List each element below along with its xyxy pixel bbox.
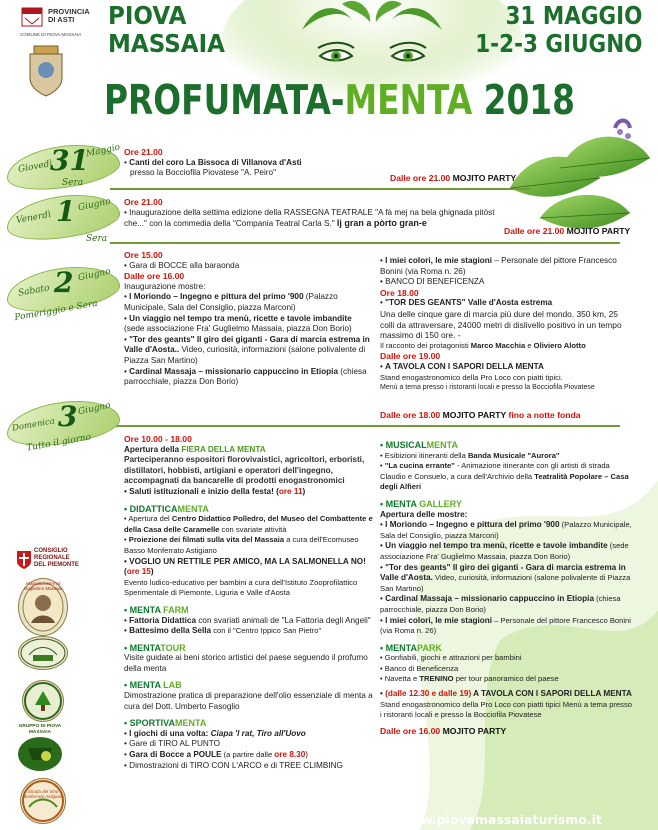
massaia-text: Associazione Fra' Guglielmo Massaia	[23, 581, 63, 591]
sabato-mostra-4: • Cardinal Massaja – missionario cappuccino in Etiopia (chiesa parrocchiale, piazza Don Borio)	[124, 366, 367, 387]
mentalab-heading: • MENTA LAB	[124, 680, 182, 691]
alpini-icon	[14, 734, 66, 774]
sabato-tavola-menu: Menù a tema presso i ristoranti locali e presso la Bocciofila Piovatese	[380, 384, 595, 392]
gallery-1: • I Moriondo – Ingegno e pittura del primo '900 (Palazzo Municipale, Sala del Consiglio, piazza Marconi)	[380, 520, 632, 540]
sabato-month: Giugno	[77, 266, 112, 284]
giovedi-program	[124, 147, 384, 179]
gallery-4: • Cardinal Massaja – missionario cappuccino in Etiopia (chiesa parrocchiale, piazza Don Borio)	[380, 594, 621, 614]
giovedi-word: Giovedì	[17, 159, 54, 175]
tavola-heading: • (dalle 12.30 e dalle 19) A TAVOLA CON I SAPORI DELLA MENTA	[380, 689, 632, 699]
title-year: 2018	[472, 76, 575, 124]
tavola-desc: Stand enogastronomico della Pro Loco con piatti tipici Menù a tema presso i ristoranti locali e presso la Bocciofila Piovatese	[380, 699, 633, 720]
event-dates: 31 MAGGIO 1-2-3 GIUGNO	[474, 1, 642, 58]
music-1: • Esibizioni itineranti della Banda Musicale "Aurora"	[380, 450, 560, 460]
sabato-inaug: Inaugurazione mostre:	[124, 281, 206, 291]
venerdi-mojito: Dalle ore 21.00 MOJITO PARTY	[504, 226, 631, 236]
gruppo-logo	[14, 724, 66, 772]
farm-2: • Battesimo della Sella con il "Centro Ippico San Pietro"	[124, 626, 322, 636]
grapes-icon	[21, 779, 65, 823]
venerdi-month: Giugno	[77, 196, 112, 214]
sabato-right-program	[380, 256, 632, 394]
giovedi-part: Sera	[62, 178, 84, 188]
event-title	[104, 78, 575, 122]
massaia-logo	[18, 578, 68, 636]
sabato-left-program	[124, 250, 372, 388]
gallery-2: • Un viaggio nel tempo tra menù, ricette e tavole imbandite (sede associazione Fra' Guglielmo Massaia, piazza Don Borio)	[380, 541, 629, 561]
website-link[interactable]: www.piovamassaiaturismo.it	[398, 812, 602, 827]
sabato-mostra-3: • "Tor des geants" Il giro dei giganti - Gara di marcia estrema in Valle d'Aosta.. Video, curiosità, informazioni (salone polivalente di Piazza San Martino)	[124, 334, 370, 365]
comune-text: COMUNE DI PIOVA MASSAIA	[20, 32, 82, 37]
sabato-number: 2	[54, 266, 74, 299]
domenica-word: Domenica	[11, 416, 56, 434]
domenica-number: 3	[58, 400, 78, 433]
sabato-tor-desc: Una delle cinque gare di marcia più dure del mondo. 350 km, 25 colli da attraversare, 24000 metri di dislivello positivo in un tempo massimo di 150 ore. -	[380, 308, 622, 341]
giovedi-line1: • Canti del coro La Bissoca di Villanova d'Asti	[124, 157, 302, 167]
music-2: • "La cucina errante" - Animazione itinerante con gli artisti di strada Claudio e Consuelo, a cura dell'Archivio della Teatralità Popolare – Casa degli Alfieri	[380, 461, 629, 492]
sabato-bonini: • I miei colori, le mie stagioni – Personale del pittore Francesco Bonini (via Roma n. 26)	[380, 256, 617, 276]
sportivamenta-heading: • SPORTIVAMENTA	[124, 718, 207, 729]
venerdi-number: 1	[56, 195, 76, 228]
giovedi-number: 31	[50, 144, 89, 177]
sabato-tavola-stand: Stand enogastronomico della Pro Loco con piatti tipici.	[380, 372, 563, 382]
title-menta: MENTA	[344, 76, 473, 124]
mentatour-heading: • MENTATOUR	[124, 642, 186, 653]
sabato-banco: • BANCO DI BENEFICENZA	[380, 277, 485, 287]
didattica-3-desc: Evento ludico-educativo per bambini a cura dell'Istituto Zooprofilattico Sperimentale di Piemonte, Liguria e Valle d'Aosta	[124, 577, 358, 598]
provincia-logo	[20, 6, 46, 28]
sabato-tavola: • A TAVOLA CON I SAPORI DELLA MENTA	[380, 361, 544, 371]
musicalmenta-heading: • MUSICALMENTA	[380, 440, 458, 450]
mint-face-illustration	[282, 0, 462, 78]
venerdi-line1: • Inaugurazione della settima edizione della RASSEGNA TEATRALE "A fà mej na bela ghignada pitòst	[124, 207, 495, 217]
giovedi-time: Ore 21.00	[124, 147, 163, 157]
gallery-5: • I miei colori, le mie stagioni – Personale del pittore Francesco Bonini (via Roma n. 26)	[380, 615, 631, 636]
domenica-right-program	[380, 440, 632, 736]
crest-icon	[26, 44, 66, 98]
mentafarm-heading: • MENTA FARM	[124, 604, 189, 615]
tour-desc: Visite guidate ai beni storico artistici del paese seguendo il profumo della menta	[124, 653, 368, 673]
venerdi-program	[124, 197, 544, 230]
sport-3: • Gara di Bocce a POULE (a partire dalle ore 8.30)	[124, 750, 308, 760]
regione-shield-icon	[16, 550, 32, 570]
mentapark-heading: • MENTAPARK	[380, 642, 442, 653]
saluti-line: • Saluti istituzionali e inizio della festa! (ore 11)	[124, 486, 306, 496]
domenica-time: Ore 10.00 - 18.00	[124, 434, 192, 444]
giovedi-month: Maggio	[85, 142, 122, 160]
sabato-part: Pomeriggio e Sera	[13, 298, 99, 324]
domenica-part: Tutto il giorno	[25, 432, 92, 454]
provincia-text: PROVINCIA DI ASTI	[48, 7, 90, 24]
lab-desc: Dimostrazione pratica di preparazione dell'olio essenziale di menta a cura del Dott. Umberto Fasoglio	[124, 691, 373, 711]
domenica-month: Giugno	[77, 400, 112, 418]
regione-logo	[16, 548, 86, 572]
didatticamenta-heading: • DIDATTICAMENTA	[124, 503, 209, 514]
sabato-tor-racconto: Il racconto dei protagonisti Marco Macchia e Oliviero Alotto	[380, 340, 586, 350]
giovedi-line2: presso la Bocciofila Piovatese "A. Peiro"	[130, 168, 276, 178]
badge-icon	[19, 637, 67, 669]
sport-4: • Dimostrazioni di TIRO CON L'ARCO e di TREE CLIMBING	[124, 760, 343, 770]
gallery-3: • "Tor des geants" Il giro dei giganti - Gara di marcia estrema in Valle d'Aosta. Video, curiosità, informazioni (salone polivalente di Piazza San Martino)	[380, 562, 631, 593]
town-name: PIOVA MASSAIA	[108, 1, 225, 58]
tree-icon	[23, 681, 63, 721]
didattica-3: • VOGLIO UN RETTILE PER AMICO, MA LA SALMONELLA NO! (ore 15)	[124, 556, 366, 577]
fiera-heading: Apertura della FIERA DELLA MENTA	[124, 444, 266, 454]
farm-1: • Fattoria Didattica con svariati animali de "La Fattoria degli Angeli"	[124, 615, 371, 625]
separator-sabato	[110, 425, 620, 427]
park-2: • Banco di Beneficenza	[380, 663, 459, 673]
venerdi-part: Sera	[86, 234, 108, 244]
park-3: • Navetta e TRENINO per tour panoramico del paese	[380, 674, 559, 684]
strada-text: Strada del Vino Monferrato Astigiano	[22, 789, 64, 799]
domenica-mojito: Dalle ore 16.00 MOJITO PARTY	[380, 725, 507, 736]
sabato-time4: Dalle ore 19.00	[380, 351, 441, 362]
gruppo-text: GRUPPO DI PIOVA MASSAIA	[18, 724, 62, 735]
sabato-mojito: Dalle ore 18.00 MOJITO PARTY fino a notte fonda	[380, 410, 581, 420]
title-profumata: PROFUMATA-	[104, 76, 345, 124]
strada-vino-logo	[20, 778, 66, 824]
didattica-2: • Proiezione dei filmati sulla vita del Massaia a cura dell'Ecomuseo Basso Monferrato Astigiano	[124, 535, 359, 555]
green-circle-logo	[22, 680, 64, 722]
sport-1: • I giochi di una volta: Ciapa 'l rat, Tiro all'Uovo	[124, 728, 306, 738]
domenica-left-program	[124, 434, 374, 771]
regione-text: CONSIGLIO REGIONALE DEL PIEMONTE	[34, 548, 79, 568]
shield-icon	[20, 6, 46, 28]
didattica-1: • Apertura del Centro Didattico Polledro, del Museo del Combattente e della Casa delle Caramelle con svariate attività	[124, 514, 373, 534]
proloco-logo	[18, 636, 68, 670]
sabato-time3: Ore 18.00	[380, 287, 419, 298]
park-1: • Gonfiabili, giochi e attrazioni per bambini	[380, 653, 522, 663]
separator-giovedi	[110, 188, 530, 190]
sabato-mostra-1: • I Moriondo – Ingegno e pittura del primo '900 (Palazzo Municipale, Sala del Consiglio, piazza Marconi)	[124, 292, 338, 312]
sabato-time1: Ore 15.00	[124, 250, 163, 260]
venerdi-line2: che..." con la commedia della "Compania Teatral Carla S." Ij gran a pòrto gran-e	[124, 218, 427, 229]
comune-crest	[26, 44, 66, 98]
sabato-word: Sabato	[17, 283, 51, 299]
mentagallery-heading: • MENTA GALLERY	[380, 498, 462, 509]
giovedi-mojito: Dalle ore 21.00 MOJITO PARTY	[390, 173, 517, 183]
venerdi-time: Ore 21.00	[124, 197, 163, 207]
sport-2: • Gare di TIRO AL PUNTO	[124, 739, 221, 749]
separator-venerdi	[110, 242, 620, 244]
gallery-heading-sub: Apertura delle mostre:	[380, 509, 468, 519]
fiera-text: Parteciperanno espositori florovivaistici, agricoltori, erboristi, distillatori, hobbisti, artigiani e operatori dell'ingegno, accompagnati da bancarelle di prodotti enogastronomici	[124, 455, 365, 486]
venerdi-word: Venerdì	[15, 210, 52, 226]
sabato-mostra-2: • Un viaggio nel tempo tra menù, ricette e tavole imbandite (sede associazione Fra' Guglielmo Massaia, piazza Don Borio)	[124, 313, 352, 334]
sabato-tor: • "TOR DES GEANTS" Valle d'Aosta estrema	[380, 298, 553, 308]
sabato-time2: Dalle ore 16.00	[124, 271, 185, 282]
sabato-bocce: • Gara di BOCCE alla baraonda	[124, 260, 240, 270]
